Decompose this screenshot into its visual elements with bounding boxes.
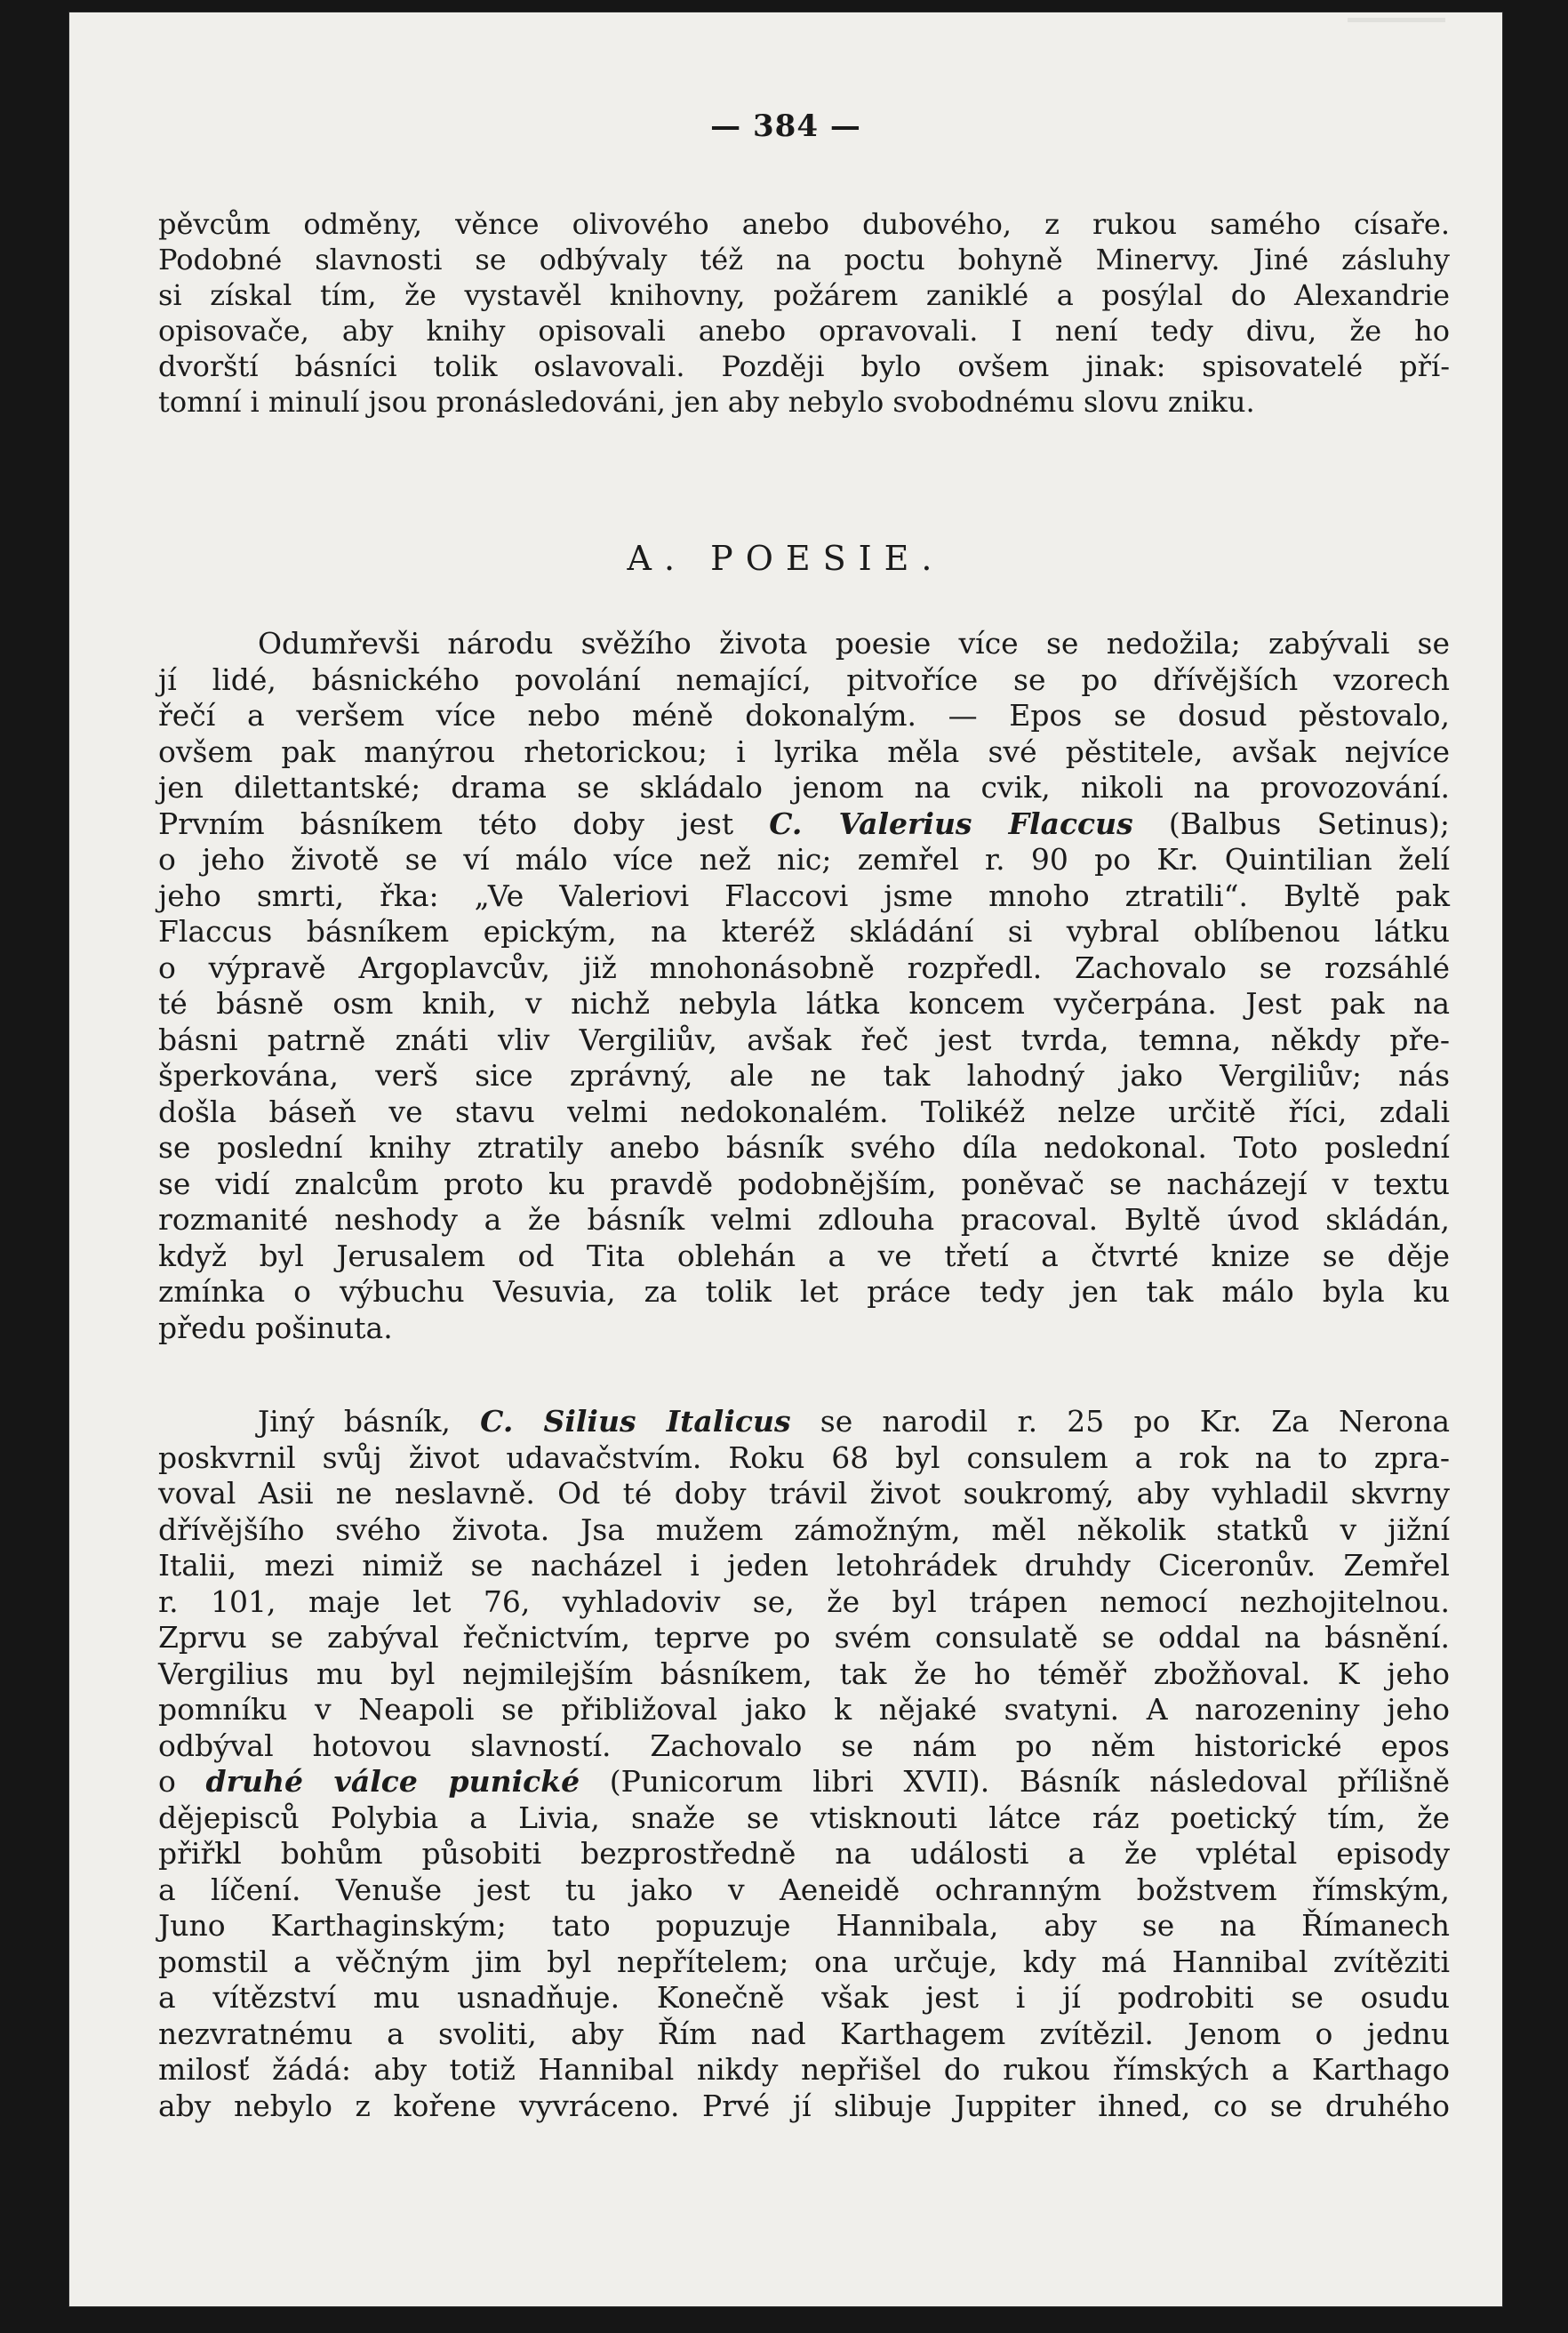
text-line: poskvrnil svůj život udavačstvím. Roku 68 byl consulem a rok na to zpra- — [158, 1439, 1450, 1475]
text-line: řečí a veršem více nebo méně dokonalým. — Epos se dosud pěstovalo, — [158, 698, 1450, 733]
text-line: aby nebylo z kořene vyvráceno. Prvé jí slibuje Juppiter ihned, co se druhého — [158, 2088, 1450, 2123]
text-line: Italii, mezi nimiž se nacházel i jeden letohrádek druhdy Ciceronův. Zemřel — [158, 1548, 1450, 1583]
text-line: dřívějšího svého života. Jsa mužem zámožným, měl několik statků v jižní — [158, 1511, 1450, 1547]
text-line: se vidí znalcům proto ku pravdě podobnějším, poněvač se nacházejí v textu — [158, 1166, 1450, 1201]
text-segment: Prvním básníkem této doby jest — [158, 806, 770, 841]
text-line: rozmanité neshody a že básník velmi zdlouha pracoval. Byltě úvod skládán, — [158, 1202, 1450, 1237]
book-page — [69, 12, 1502, 2306]
text-line: přiřkl bohům působiti bezprostředně na události a že vplétal episody — [158, 1836, 1450, 1871]
text-segment: (Balbus Setinus); — [1132, 806, 1450, 841]
text-line: došla báseň ve stavu velmi nedokonalém. Tolikéž nelze určitě říci, zdali — [158, 1094, 1450, 1129]
text-segment: Jiný básník, — [258, 1404, 481, 1439]
text-line: šperkována, verš sice zprávný, ale ne tak lahodný jako Vergiliův; nás — [158, 1058, 1450, 1093]
text-line: Odumřevši národu svěžího života poesie více se nedožila; zabývali se — [258, 626, 1450, 661]
text-line: r. 101, maje let 76, vyhladoviv se, že byl trápen nemocí nezhojitelnou. — [158, 1583, 1450, 1619]
text-line: o výpravě Argoplavcův, již mnohonásobně rozpředl. Zachovalo se rozsáhlé — [158, 950, 1450, 985]
text-line — [158, 1404, 1450, 1440]
text-line: o jeho životě se ví málo více než nic; zemřel r. 90 po Kr. Quintilian želí — [158, 842, 1450, 877]
text-line: odbýval hotovou slavností. Zachovalo se nám po něm historické epos — [158, 1728, 1450, 1763]
text-line: pomníku v Neapoli se přibližoval jako k nějaké svatyni. A narozeniny jeho — [158, 1692, 1450, 1727]
text-line: předu pošinuta. — [158, 1310, 393, 1345]
text-line: Flaccus básníkem epickým, na kteréž skládání si vybral oblíbenou látku — [158, 914, 1450, 949]
text-segment: o — [158, 1764, 206, 1799]
text-line: básni patrně znáti vliv Vergiliův, avšak řeč jest tvrda, temna, někdy pře- — [158, 1022, 1450, 1057]
author-name: C. Valerius Flaccus — [769, 806, 1133, 841]
text-line: když byl Jerusalem od Tita oblehán a ve třetí a čtvrté knize se děje — [158, 1238, 1450, 1273]
text-segment: (Punicorum libri XVII). Básník následoval přílišně — [580, 1764, 1451, 1799]
text-line: jen dilettantské; drama se skládalo jenom na cvik, nikoli na provozování. — [158, 770, 1450, 805]
text-line: a vítězství mu usnadňuje. Konečně však jest i jí podrobiti se osudu — [158, 1980, 1450, 2015]
text-line: milosť žádá: aby totiž Hannibal nikdy nepřišel do rukou římských a Karthago — [158, 2052, 1450, 2087]
work-title: druhé válce punické — [205, 1764, 580, 1799]
text-line: dějepisců Polybia a Livia, snaže se vtisknouti látce ráz poetický tím, že — [158, 1800, 1450, 1835]
text-line: a líčení. Venuše jest tu jako v Aeneidě ochranným božstvem římským, — [158, 1872, 1450, 1907]
text-line: jí lidé, básnického povolání nemající, pitvoříce se po dřívějších vzorech — [158, 661, 1450, 697]
text-line: zmínka o výbuchu Vesuvia, za tolik let práce tedy jen tak málo byla ku — [158, 1274, 1450, 1309]
text-line: nezvratnému a svoliti, aby Řím nad Karthagem zvítězil. Jenom o jednu — [158, 2016, 1450, 2051]
text-line: Zprvu se zabýval řečnictvím, teprve po svém consulatě se oddal na básnění. — [158, 1620, 1450, 1655]
text-line: té básně osm knih, v nichž nebyla látka koncem vyčerpána. Jest pak na — [158, 986, 1450, 1021]
paragraph-poesie — [158, 626, 1450, 1346]
text-line: jeho smrti, řka: „Ve Valeriovi Flaccovi jsme mnoho ztratili“. Byltě pak — [158, 878, 1450, 913]
text-line: voval Asii ne neslavně. Od té doby trávil život soukromý, aby vyhladil skvrny — [158, 1476, 1450, 1511]
text-line: se poslední knihy ztratily anebo básník svého díla nedokonal. Toto poslední — [158, 1130, 1450, 1165]
intro-paragraph — [158, 206, 1450, 420]
section-heading: A. POESIE. — [627, 539, 945, 578]
text-line: Juno Karthaginským; tato popuzuje Hannibala, aby se na Římanech — [158, 1908, 1450, 1943]
text-line: pěvcům odměny, věnce olivového anebo dubového, z rukou samého císaře. — [158, 207, 1450, 241]
text-line: tomní i minulí jsou pronásledováni, jen aby nebylo svobodnému slovu zniku. — [158, 385, 1255, 419]
text-line: pomstil a věčným jim byl nepřítelem; ona určuje, kdy má Hannibal zvítěziti — [158, 1944, 1450, 1979]
page-corner-mark — [1348, 18, 1445, 22]
text-line: ovšem pak manýrou rhetorickou; i lyrika měla své pěstitele, avšak nejvíce — [158, 734, 1450, 769]
text-line — [158, 806, 1450, 843]
text-line: Vergilius mu byl nejmilejším básníkem, tak že ho téměř zbožňoval. K jeho — [158, 1656, 1450, 1691]
text-line: Podobné slavnosti se odbývaly též na poctu bohyně Minervy. Jiné zásluhy — [158, 243, 1450, 277]
text-line — [158, 1764, 1450, 1800]
text-line: opisovače, aby knihy opisovali anebo opravovali. I není tedy divu, že ho — [158, 314, 1450, 348]
text-line: dvorští básníci tolik oslavovali. Později bylo ovšem jinak: spisovatelé pří- — [158, 349, 1450, 383]
text-segment: se narodil r. 25 po Kr. Za Nerona — [790, 1404, 1450, 1439]
page-number: — 384 — — [710, 108, 861, 144]
author-name: C. Silius Italicus — [480, 1404, 791, 1439]
text-line: si získal tím, že vystavěl knihovny, požárem zaniklé a posýlal do Alexandrie — [158, 278, 1450, 312]
paragraph-silius — [158, 1404, 1450, 2124]
